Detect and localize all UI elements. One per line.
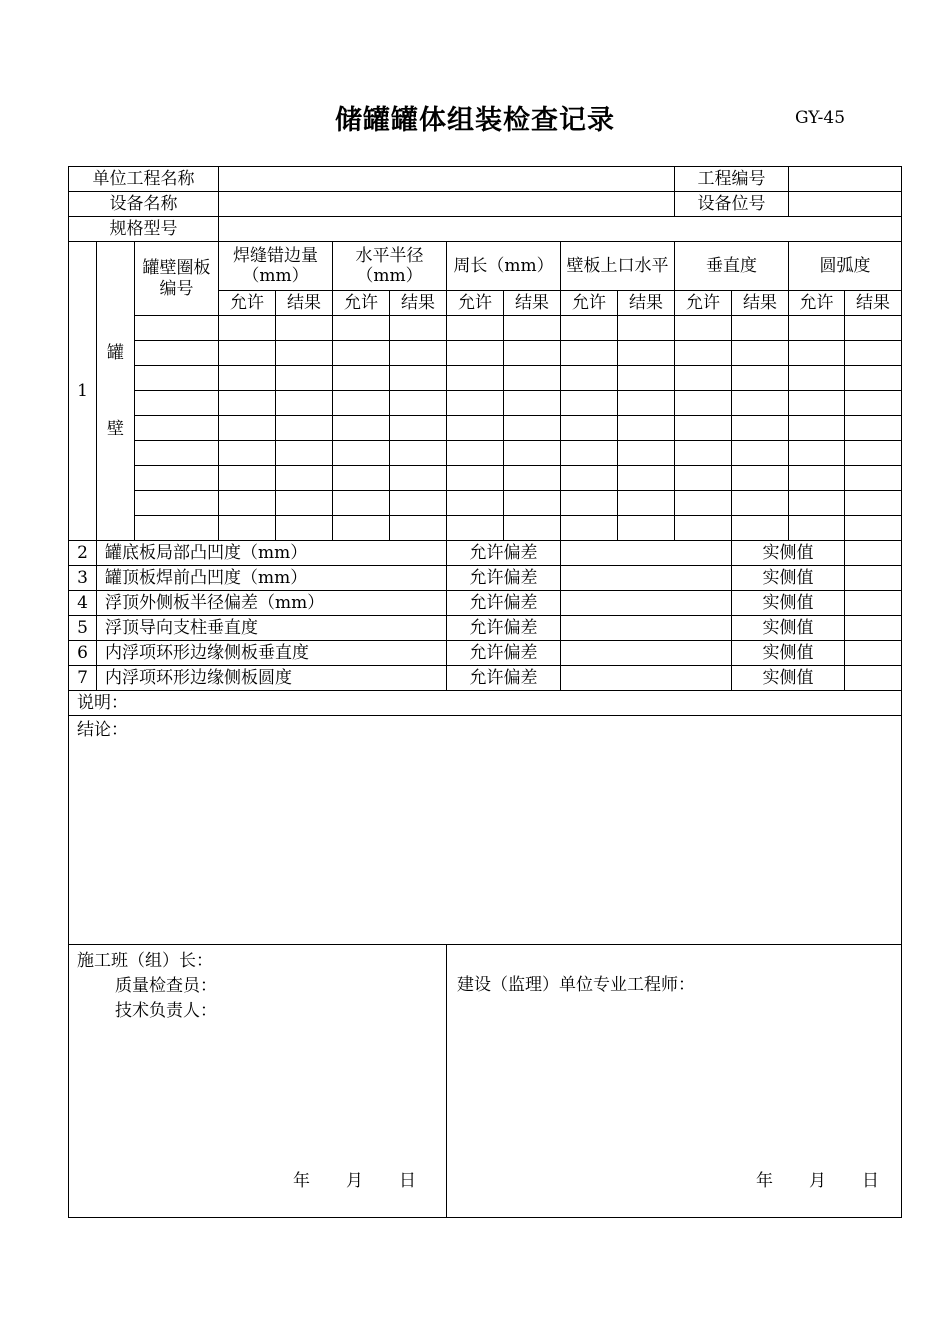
tank-wall-vertical-text [97, 343, 134, 439]
value-cell[interactable] [333, 516, 390, 541]
technical-lead-label: 技术负责人： [115, 1001, 217, 1021]
allowed-deviation-label: 允许偏差 [447, 591, 561, 616]
plate-number-cell[interactable] [135, 341, 219, 366]
form-code: GY-45 [795, 108, 846, 128]
measured-value-label: 实侧值 [732, 541, 845, 566]
value-cell[interactable] [618, 416, 675, 441]
table-row [69, 366, 902, 391]
value-cell[interactable] [845, 366, 902, 391]
plate-number-cell[interactable] [135, 491, 219, 516]
value-cell[interactable] [675, 316, 732, 341]
value-cell[interactable] [561, 341, 618, 366]
value-cell[interactable] [447, 491, 504, 516]
item-row [69, 641, 902, 666]
measured-value-label: 实侧值 [732, 616, 845, 641]
item-row [69, 541, 902, 566]
value-cell[interactable] [390, 416, 447, 441]
item-label: 内浮项环形边缘侧板垂直度 [97, 641, 447, 666]
value-cell[interactable] [675, 341, 732, 366]
value-cell[interactable] [789, 466, 845, 491]
value-cell[interactable] [789, 366, 845, 391]
construction-signature-box [69, 945, 447, 1218]
value-cell[interactable] [333, 441, 390, 466]
result-subheader: 结果 [732, 291, 789, 316]
project-name-field[interactable] [219, 167, 675, 192]
table-row [69, 466, 902, 491]
result-subheader: 结果 [276, 291, 333, 316]
equipment-name-field[interactable] [219, 192, 675, 217]
plate-number-cell[interactable] [135, 316, 219, 341]
allow-subheader: 允许 [333, 291, 390, 316]
allowed-deviation-label: 允许偏差 [447, 541, 561, 566]
value-cell[interactable] [219, 316, 276, 341]
value-cell[interactable] [675, 391, 732, 416]
allowed-deviation-field[interactable] [561, 616, 732, 641]
value-cell[interactable] [675, 366, 732, 391]
value-cell[interactable] [732, 341, 789, 366]
value-cell[interactable] [675, 516, 732, 541]
day-label: 日 [399, 1170, 417, 1191]
plate-number-header: 罐壁圈板编号 [135, 242, 219, 316]
item-number: 3 [69, 566, 97, 591]
value-cell[interactable] [845, 491, 902, 516]
allow-subheader: 允许 [675, 291, 732, 316]
value-cell[interactable] [219, 441, 276, 466]
allow-subheader: 允许 [447, 291, 504, 316]
measured-value-field[interactable] [845, 666, 902, 691]
item-number: 7 [69, 666, 97, 691]
value-cell[interactable] [789, 316, 845, 341]
value-cell[interactable] [447, 466, 504, 491]
month-label: 月 [346, 1170, 364, 1191]
value-cell[interactable] [675, 491, 732, 516]
item-row [69, 566, 902, 591]
item-row [69, 591, 902, 616]
value-cell[interactable] [276, 316, 333, 341]
project-no-label: 工程编号 [675, 167, 789, 192]
allowed-deviation-field[interactable] [561, 591, 732, 616]
value-cell[interactable] [732, 466, 789, 491]
value-cell[interactable] [789, 441, 845, 466]
value-cell[interactable] [390, 391, 447, 416]
value-cell[interactable] [276, 516, 333, 541]
measured-value-label: 实侧值 [732, 641, 845, 666]
value-cell[interactable] [561, 466, 618, 491]
value-cell[interactable] [219, 391, 276, 416]
project-name-label: 单位工程名称 [69, 167, 219, 192]
value-cell[interactable] [789, 516, 845, 541]
value-cell[interactable] [504, 466, 561, 491]
value-cell[interactable] [561, 366, 618, 391]
supervisor-signature-box [447, 945, 902, 1218]
value-cell[interactable] [732, 391, 789, 416]
value-cell[interactable] [276, 491, 333, 516]
item-number: 6 [69, 641, 97, 666]
value-cell[interactable] [447, 341, 504, 366]
value-cell[interactable] [789, 391, 845, 416]
allowed-deviation-label: 允许偏差 [447, 641, 561, 666]
value-cell[interactable] [333, 416, 390, 441]
allowed-deviation-field[interactable] [561, 641, 732, 666]
value-cell[interactable] [504, 416, 561, 441]
table-row [69, 316, 902, 341]
value-cell[interactable] [504, 316, 561, 341]
spec-label: 规格型号 [69, 217, 219, 242]
inspection-table [68, 166, 902, 1218]
value-cell[interactable] [732, 416, 789, 441]
value-cell[interactable] [333, 316, 390, 341]
note-field[interactable]: 说明： [69, 691, 902, 716]
value-cell[interactable] [789, 416, 845, 441]
plate-number-cell[interactable] [135, 516, 219, 541]
value-cell[interactable] [618, 391, 675, 416]
value-cell[interactable] [732, 366, 789, 391]
plate-number-cell[interactable] [135, 391, 219, 416]
document-title: 储罐罐体组装检查记录 [335, 105, 615, 136]
value-cell[interactable] [390, 441, 447, 466]
plate-number-cell[interactable] [135, 441, 219, 466]
value-cell[interactable] [618, 466, 675, 491]
measured-value-label: 实侧值 [732, 566, 845, 591]
item-label: 内浮项环形边缘侧板圆度 [97, 666, 447, 691]
measured-value-field[interactable] [845, 641, 902, 666]
value-cell[interactable] [390, 366, 447, 391]
value-cell[interactable] [504, 491, 561, 516]
result-subheader: 结果 [845, 291, 902, 316]
allowed-deviation-field[interactable] [561, 566, 732, 591]
value-cell[interactable] [447, 366, 504, 391]
value-cell[interactable] [618, 516, 675, 541]
item-row [69, 616, 902, 641]
item-label: 浮顶外侧板半径偏差（mm） [97, 591, 447, 616]
value-cell[interactable] [276, 341, 333, 366]
table-row [69, 441, 902, 466]
value-cell[interactable] [845, 341, 902, 366]
value-cell[interactable] [390, 466, 447, 491]
plate-number-cell[interactable] [135, 366, 219, 391]
allowed-deviation-label: 允许偏差 [447, 666, 561, 691]
allowed-deviation-field[interactable] [561, 541, 732, 566]
equipment-pos-label: 设备位号 [675, 192, 789, 217]
value-cell[interactable] [675, 441, 732, 466]
value-cell[interactable] [447, 416, 504, 441]
value-cell[interactable] [219, 416, 276, 441]
value-cell[interactable] [732, 491, 789, 516]
value-cell[interactable] [561, 391, 618, 416]
value-cell[interactable] [276, 391, 333, 416]
value-cell[interactable] [789, 341, 845, 366]
value-cell[interactable] [845, 466, 902, 491]
measured-value-field[interactable] [845, 541, 902, 566]
value-cell[interactable] [504, 441, 561, 466]
value-cell[interactable] [447, 316, 504, 341]
value-cell[interactable] [732, 316, 789, 341]
value-cell[interactable] [333, 466, 390, 491]
value-cell[interactable] [333, 391, 390, 416]
value-cell[interactable] [845, 391, 902, 416]
table-row [69, 516, 902, 541]
right-date [720, 1171, 879, 1191]
item-label: 浮顶导向支柱垂直度 [97, 616, 447, 641]
value-cell[interactable] [219, 366, 276, 391]
value-cell[interactable] [561, 316, 618, 341]
value-cell[interactable] [675, 466, 732, 491]
allow-subheader: 允许 [219, 291, 276, 316]
value-cell[interactable] [276, 466, 333, 491]
measured-value-field[interactable] [845, 616, 902, 641]
value-cell[interactable] [390, 341, 447, 366]
table-row [69, 491, 902, 516]
conclusion-field[interactable]: 结论： [69, 716, 902, 945]
month-label: 月 [809, 1170, 827, 1191]
table-row [69, 341, 902, 366]
value-cell[interactable] [504, 391, 561, 416]
value-cell[interactable] [447, 441, 504, 466]
value-cell[interactable] [561, 441, 618, 466]
item-row [69, 666, 902, 691]
column-header: 垂直度 [675, 242, 789, 291]
column-header: 焊缝错边量（mm） [219, 242, 333, 291]
value-cell[interactable] [561, 516, 618, 541]
value-cell[interactable] [845, 441, 902, 466]
left-date [257, 1171, 416, 1191]
value-cell[interactable] [618, 316, 675, 341]
value-cell[interactable] [276, 441, 333, 466]
value-cell[interactable] [390, 516, 447, 541]
year-label: 年 [756, 1170, 774, 1191]
value-cell[interactable] [333, 491, 390, 516]
value-cell[interactable] [447, 516, 504, 541]
column-header: 水平半径（mm） [333, 242, 447, 291]
value-cell[interactable] [618, 341, 675, 366]
value-cell[interactable] [675, 416, 732, 441]
value-cell[interactable] [789, 491, 845, 516]
value-cell[interactable] [732, 516, 789, 541]
value-cell[interactable] [333, 341, 390, 366]
plate-number-cell[interactable] [135, 466, 219, 491]
value-cell[interactable] [504, 341, 561, 366]
result-subheader: 结果 [504, 291, 561, 316]
tank-wall-char: 罐 [107, 342, 124, 363]
value-cell[interactable] [845, 316, 902, 341]
table-row [69, 391, 902, 416]
value-cell[interactable] [219, 466, 276, 491]
year-label: 年 [293, 1170, 311, 1191]
allowed-deviation-label: 允许偏差 [447, 566, 561, 591]
plate-number-cell[interactable] [135, 416, 219, 441]
equipment-name-label: 设备名称 [69, 192, 219, 217]
supervisor-engineer-label: 建设（监理）单位专业工程师： [457, 975, 696, 995]
value-cell[interactable] [219, 341, 276, 366]
value-cell[interactable] [219, 491, 276, 516]
table-row [69, 416, 902, 441]
allow-subheader: 允许 [561, 291, 618, 316]
column-header: 壁板上口水平 [561, 242, 675, 291]
value-cell[interactable] [276, 416, 333, 441]
item-label: 罐顶板焊前凸凹度（mm） [97, 566, 447, 591]
measured-value-field[interactable] [845, 566, 902, 591]
value-cell[interactable] [333, 366, 390, 391]
value-cell[interactable] [561, 491, 618, 516]
value-cell[interactable] [732, 441, 789, 466]
value-cell[interactable] [845, 416, 902, 441]
column-header: 周长（mm） [447, 242, 561, 291]
value-cell[interactable] [618, 441, 675, 466]
result-subheader: 结果 [618, 291, 675, 316]
value-cell[interactable] [845, 516, 902, 541]
measured-value-field[interactable] [845, 591, 902, 616]
item-number: 5 [69, 616, 97, 641]
measured-value-label: 实侧值 [732, 666, 845, 691]
quality-inspector-label: 质量检查员： [115, 976, 217, 996]
value-cell[interactable] [618, 366, 675, 391]
project-no-field[interactable] [789, 167, 902, 192]
spec-field[interactable] [219, 217, 902, 242]
item-number: 4 [69, 591, 97, 616]
allowed-deviation-label: 允许偏差 [447, 616, 561, 641]
value-cell[interactable] [504, 366, 561, 391]
value-cell[interactable] [504, 516, 561, 541]
value-cell[interactable] [447, 391, 504, 416]
section-1-number: 1 [69, 242, 97, 541]
measured-value-label: 实侧值 [732, 591, 845, 616]
allow-subheader: 允许 [789, 291, 845, 316]
item-number: 2 [69, 541, 97, 566]
value-cell[interactable] [618, 491, 675, 516]
value-cell[interactable] [276, 366, 333, 391]
value-cell[interactable] [390, 491, 447, 516]
day-label: 日 [862, 1170, 880, 1191]
value-cell[interactable] [561, 416, 618, 441]
value-cell[interactable] [219, 516, 276, 541]
item-label: 罐底板局部凸凹度（mm） [97, 541, 447, 566]
value-cell[interactable] [390, 316, 447, 341]
result-subheader: 结果 [390, 291, 447, 316]
allowed-deviation-field[interactable] [561, 666, 732, 691]
tank-wall-char: 壁 [107, 419, 124, 439]
team-leader-label: 施工班（组）长： [77, 951, 213, 971]
tank-wall-label [97, 242, 135, 541]
equipment-pos-field[interactable] [789, 192, 902, 217]
column-header: 圆弧度 [789, 242, 902, 291]
